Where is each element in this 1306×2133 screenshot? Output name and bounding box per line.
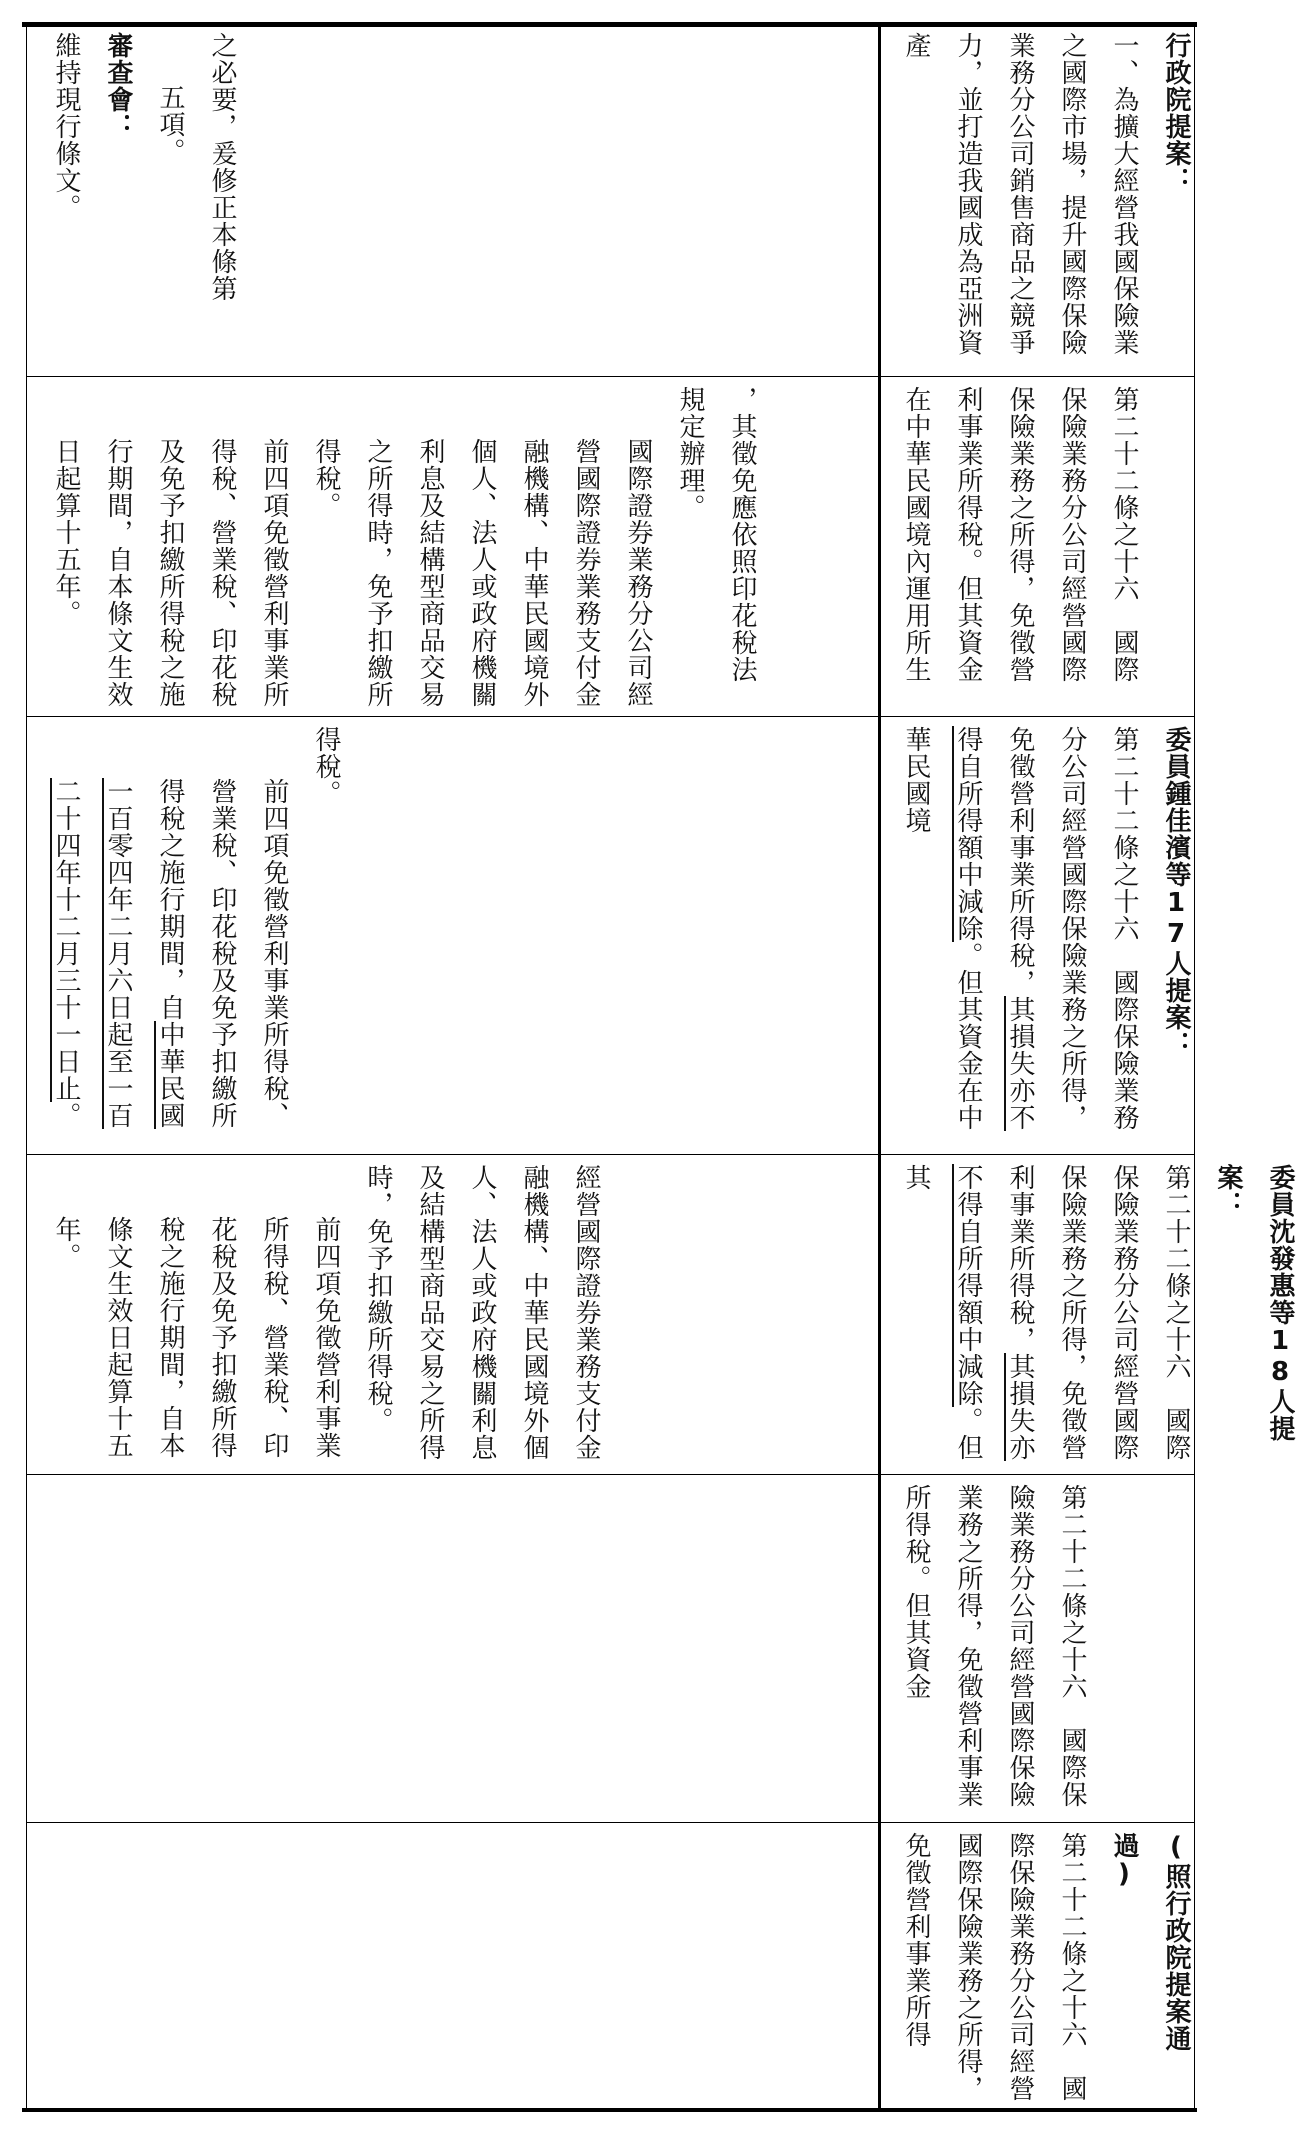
lower-col3 xyxy=(890,726,1191,1146)
lower-col4-text xyxy=(890,1164,1306,1466)
lower-col5-body: 第二十二條之十六 國際保險業務分公司經營國際保險業務之所得，免徵營利事業所得稅。但其資金 xyxy=(901,1484,1087,1808)
upper-col3-text xyxy=(40,726,352,1146)
lower-col5 xyxy=(890,1484,1188,1814)
lower-col4-body-underlined: 其損失亦不得自所得額中減除 xyxy=(953,1164,1035,1461)
upper-col2 xyxy=(40,386,870,708)
upper-col1-review-title: 審查會： xyxy=(103,32,133,140)
upper-col1-text xyxy=(40,32,248,368)
upper-col1 xyxy=(40,32,870,368)
lower-col3-body-underlined: 其損失亦不得自所得額中減除 xyxy=(953,726,1035,1131)
upper-col3 xyxy=(40,726,870,1146)
col-separator-1 xyxy=(26,376,1194,377)
lower-col1-text xyxy=(890,32,1202,368)
col-separator-5 xyxy=(26,1822,1194,1823)
upper-col3-p2 xyxy=(40,726,300,1146)
upper-col4-text xyxy=(40,1164,612,1466)
lower-col4-body-a: 第二十二條之十六 國際保險業務分公司經營國際保險業務之所得，免徵營利事業所得稅， xyxy=(1005,1164,1191,1461)
lower-col1 xyxy=(890,32,1191,368)
lower-col2-text xyxy=(890,386,1150,708)
upper-col5 xyxy=(40,1484,870,1814)
upper-col3-p2-b: 。 xyxy=(51,1102,81,1129)
lower-col2 xyxy=(890,386,1188,708)
upper-col3-p2-a: 前四項免徵營利事業所得稅、營業稅、印花稅及免予扣繳所得稅之施行期間，自 xyxy=(155,778,289,1129)
lower-col1-body: 一、為擴大經營我國保險業之國際市場，提升國際保險業務分公司銷售商品之競爭力，並打造我國成為亞洲資產 xyxy=(901,32,1139,356)
lower-col6-body: 第二十二條之十六 國際保險業務分公司經營國際保險業務之所得，免徵營利事業所得 xyxy=(901,1832,1087,2102)
lower-col3-body-b: 。但其資金在中華民國境 xyxy=(901,726,983,1131)
row-divider xyxy=(878,24,881,2110)
upper-col4 xyxy=(40,1164,870,1466)
upper-col6 xyxy=(40,1832,870,2102)
lower-col3-text xyxy=(890,726,1202,1146)
lower-col2-body: 第二十二條之十六 國際保險業務分公司經營國際保險業務之所得，免徵營利事業所得稅。但其資金在中華民國境內運用所生 xyxy=(901,386,1139,683)
lower-col4-body-b: 。但其 xyxy=(901,1164,983,1461)
upper-col2-text xyxy=(40,386,768,708)
col-separator-3 xyxy=(26,1154,1194,1155)
lower-col3-body-a: 第二十二條之十六 國際保險業務分公司經營國際保險業務之所得，免徵營利事業所得稅， xyxy=(1005,726,1139,1131)
lower-col5-text xyxy=(890,1484,1098,1814)
lower-col3-title: 委員鍾佳濱等17人提案： xyxy=(1161,726,1191,1058)
lower-col6-text xyxy=(890,1832,1202,2102)
lower-col4-body xyxy=(890,1164,1202,1466)
upper-col4-p1: 經營國際證券業務支付金融機構、中華民國境外個人、法人或政府機關利息及結構型商品交易之所得時，免予扣繳所得稅。 xyxy=(363,1164,601,1461)
bottom-rule xyxy=(22,2108,1197,2112)
col-separator-4 xyxy=(26,1474,1194,1475)
upper-col3-p1: 得稅。 xyxy=(311,726,341,807)
top-rule xyxy=(22,22,1197,27)
lower-col3-body xyxy=(890,726,1150,1146)
lower-col4 xyxy=(890,1164,1295,1466)
upper-col1-line1: 之必要，爰修正本條第 xyxy=(207,32,237,302)
lower-col1-title: 行政院提案： xyxy=(1161,32,1191,194)
upper-col3-p2-underlined: 中華民國一百零四年二月六日起至一百二十四年十二月三十一日止 xyxy=(51,778,185,1129)
left-border xyxy=(26,24,27,2110)
lower-col6 xyxy=(890,1832,1191,2102)
lower-col6-title: (照行政院提案通過) xyxy=(1109,1832,1191,2052)
lower-col4-title: 委員沈發惠等18人提案： xyxy=(1213,1164,1295,1442)
upper-col2-p1: ，其徵免應依照印花稅法規定辦理。 xyxy=(675,386,757,683)
col-separator-2 xyxy=(26,716,1194,717)
upper-col1-review-text: 維持現行條文。 xyxy=(51,32,81,221)
upper-col4-p2: 前四項免徵營利事業所得稅、營業稅、印花稅及免予扣繳所得稅之施行期間，自本條文生效日起算十五年。 xyxy=(51,1216,341,1459)
upper-col2-p3: 前四項免徵營利事業所得稅、營業稅、印花稅及免予扣繳所得稅之施行期間，自本條文生效日起算十五年。 xyxy=(51,438,289,708)
upper-col2-p2: 國際證券業務分公司經營國際證券業務支付金融機構、中華民國境外個人、法人或政府機關利息及結構型商品交易之所得時，免予扣繳所得稅。 xyxy=(311,438,653,708)
upper-col1-line2: 五項。 xyxy=(155,84,185,165)
